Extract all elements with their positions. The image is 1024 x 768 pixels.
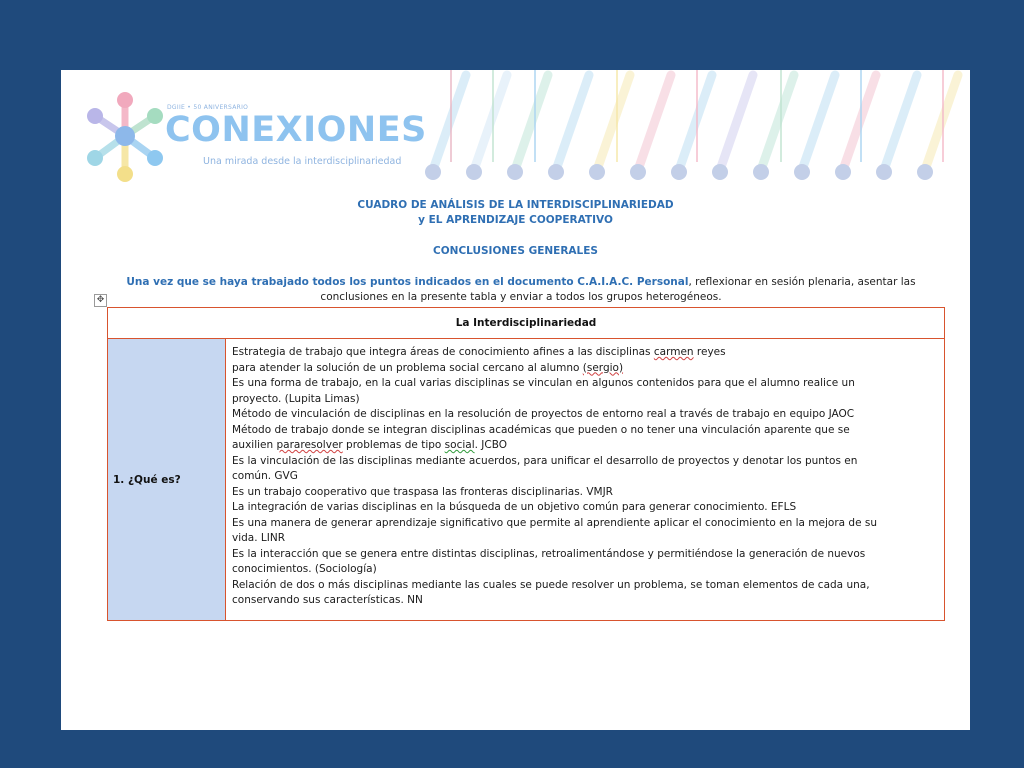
table-line: Es la interacción que se genera entre distintas disciplinas, retroalimentándose y permitiéndose la generación de nuevos [232, 547, 866, 560]
document-title-line1: CUADRO DE ANÁLISIS DE LA INTERDISCIPLINARIEDAD [357, 199, 674, 211]
table-line: auxilien pararesolver problemas de tipo social. JCBO [232, 439, 507, 451]
table-header: La Interdisciplinariedad [108, 308, 944, 339]
table-line: Método de vinculación de disciplinas en la resolución de proyectos de entorno real a través de trabajo en equipo JAOC [232, 408, 855, 420]
document-subtitle: CONCLUSIONES GENERALES [433, 245, 598, 257]
table-line: Método de trabajo donde se integran disciplinas académicas que pueden o no tener una vinculación aparente que se [232, 423, 850, 436]
table-line: Relación de dos o más disciplinas mediante las cuales se puede resolver un problema, se toman elementos de cada una, [232, 578, 870, 591]
conexiones-logo-icon [83, 86, 167, 186]
table-row [108, 339, 944, 620]
table-line: para atender la solución de un problema social cercano al alumno (sergio) [232, 361, 624, 374]
intro-bold-text: Una vez que se haya trabajado todos los puntos indicados en el documento C.A.I.A.C. Personal [126, 276, 689, 288]
logo-anniversary-text: DGIIE • 50 ANIVERSARIO [167, 104, 249, 111]
logo-tagline: Una mirada desde la interdisciplinariedad [203, 156, 402, 167]
intro-rest-text: , reflexionar en sesión plenaria, asentar las conclusiones en la presente tabla y enviar a todos los grupos heterogéneos. [320, 276, 916, 303]
table-line: Es una forma de trabajo, en la cual varias disciplinas se vinculan en algunos contenidos para que el alumno realice un [232, 377, 855, 389]
table-move-handle-icon[interactable]: ✥ [94, 294, 107, 307]
document-page [61, 70, 970, 730]
table-line: proyecto. (Lupita Limas) [232, 392, 360, 405]
table-line: conservando sus características. NN [232, 594, 423, 606]
row-content-cell[interactable] [226, 339, 944, 620]
row-label-cell: 1. ¿Qué es? [108, 339, 226, 620]
logo-wordmark: CONEXIONES [165, 110, 427, 150]
table-line: La integración de varias disciplinas en la búsqueda de un objetivo común para generar conocimiento. EFLS [232, 501, 797, 513]
header-decoration-graphic [421, 70, 970, 190]
table-line: Es un trabajo cooperativo que traspasa las fronteras disciplinarias. VMJR [232, 485, 613, 498]
table-line: Es la vinculación de las disciplinas mediante acuerdos, para unificar el desarrollo de proyectos y denotar los puntos en [232, 454, 858, 467]
table-line: común. GVG [232, 470, 298, 482]
conclusions-table [107, 307, 945, 621]
table-line: Estrategia de trabajo que integra áreas de conocimiento afines a las disciplinas carmen reyes [232, 346, 726, 358]
table-line: vida. LINR [232, 532, 286, 544]
table-line: conocimientos. (Sociología) [232, 563, 377, 575]
document-title-line2: y EL APRENDIZAJE COOPERATIVO [418, 214, 613, 226]
table-line: Es una manera de generar aprendizaje significativo que permite al aprendiente aplicar el conocimiento en la mejora de su [232, 516, 877, 529]
intro-paragraph [111, 275, 931, 305]
